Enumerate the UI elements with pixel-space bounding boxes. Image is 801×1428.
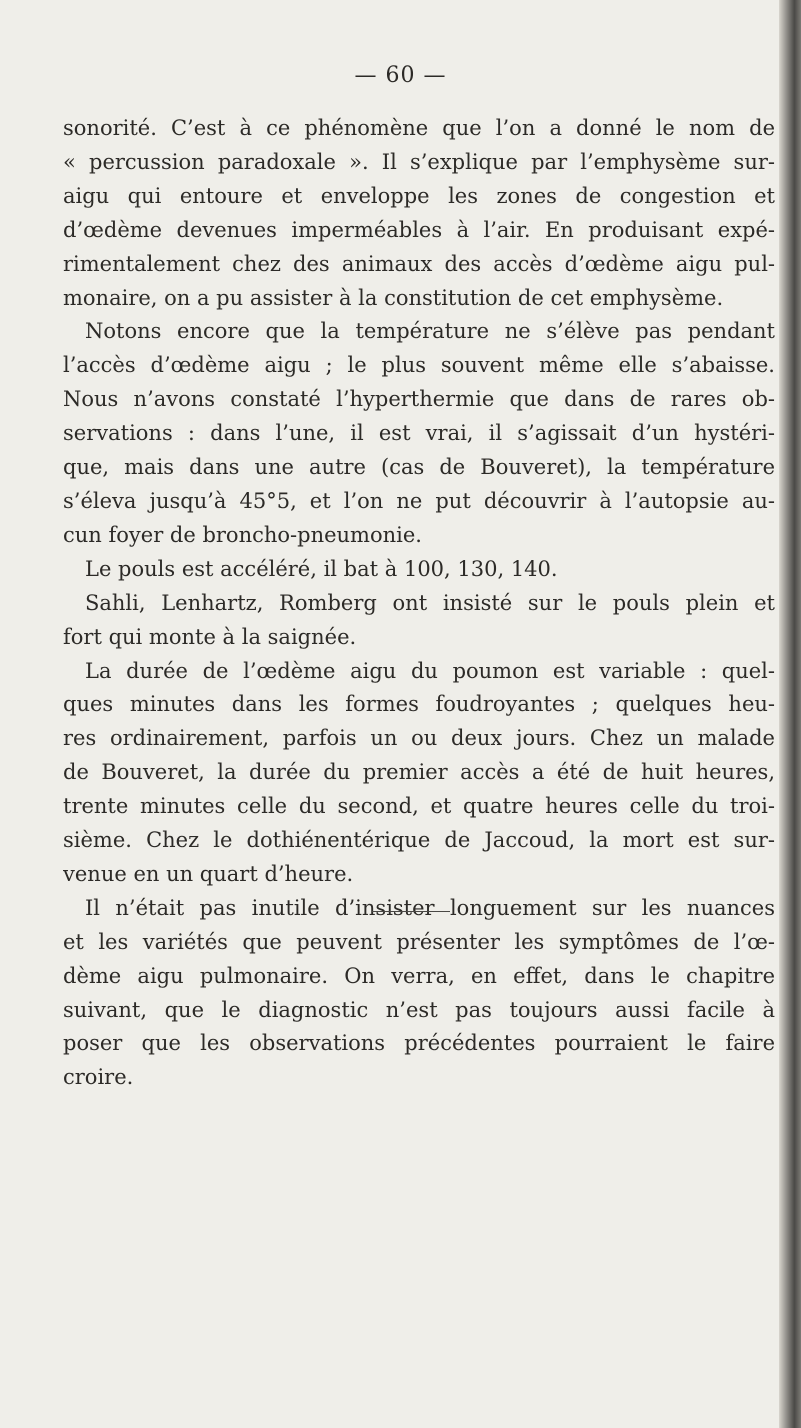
text-line-content: rimentalement chez des animaux des accès d’œdème aigu pul- [63, 251, 775, 276]
text-line-content: Le pouls est accéléré, il bat à 100, 130, 140. [85, 556, 558, 581]
text-line [63, 112, 775, 146]
text-line [63, 383, 775, 417]
text-line [63, 180, 775, 214]
text-line [63, 451, 775, 485]
text-line [63, 485, 775, 519]
text-line-content: et les variétés que peuvent présenter les symptômes de l’œ- [63, 929, 775, 954]
text-line [63, 1061, 775, 1095]
text-line [63, 892, 775, 926]
text-line-content: d’œdème devenues imperméables à l’air. En produisant expé- [63, 217, 775, 242]
text-line [63, 519, 775, 553]
text-line-content: que, mais dans une autre (cas de Bouveret), la température [63, 455, 775, 480]
page-body-text [63, 112, 775, 1095]
text-line [63, 417, 775, 451]
text-line-content: aigu qui entoure et enveloppe les zones de congestion et [63, 183, 775, 208]
text-line [63, 248, 775, 282]
text-line-content: trente minutes celle du second, et quatre heures celle du troi- [63, 794, 775, 819]
text-line-content: « percussion paradoxale ». Il s’explique par l’emphysème sur- [63, 149, 775, 174]
text-line-content: fort qui monte à la saignée. [63, 624, 357, 649]
text-line [63, 621, 775, 655]
text-line-content: Sahli, Lenhartz, Romberg ont insisté sur le pouls plein et [85, 590, 775, 615]
text-line-content: Il n’était pas inutile d’insister longuement sur les nuances [85, 895, 775, 920]
text-line [63, 146, 775, 180]
text-line [63, 926, 775, 960]
text-line [63, 824, 775, 858]
text-line [63, 315, 775, 349]
text-line [63, 553, 775, 587]
text-line-content: l’accès d’œdème aigu ; le plus souvent même elle s’abaisse. [63, 353, 775, 378]
text-line-content: ques minutes dans les formes foudroyantes ; quelques heu- [63, 692, 775, 717]
text-line [63, 282, 775, 316]
text-line [63, 994, 775, 1028]
text-line-content: Notons encore que la température ne s’élève pas pendant [85, 319, 775, 344]
text-line [63, 960, 775, 994]
text-line-content: sième. Chez le dothiénentérique de Jaccoud, la mort est sur- [63, 828, 775, 853]
text-line [63, 655, 775, 689]
end-of-section-rule [372, 911, 450, 912]
text-line-content: dème aigu pulmonaire. On verra, en effet, dans le chapitre [63, 963, 775, 988]
text-line-content: res ordinairement, parfois un ou deux jours. Chez un malade [63, 726, 775, 751]
page-binding-edge [779, 0, 801, 1428]
text-line-content: servations : dans l’une, il est vrai, il s’agissait d’un hystéri- [63, 421, 775, 446]
page-number: — 60 — [354, 63, 447, 88]
text-line [63, 858, 775, 892]
text-line [63, 722, 775, 756]
text-line-content: cun foyer de broncho-pneumonie. [63, 522, 422, 547]
text-line-content: de Bouveret, la durée du premier accès a été de huit heures, [63, 760, 775, 785]
text-line-content: poser que les observations précédentes pourraient le faire [63, 1031, 775, 1056]
text-line-content: Nous n’avons constaté l’hyperthermie que dans de rares ob- [63, 387, 775, 412]
text-line [63, 587, 775, 621]
text-line-content: sonorité. C’est à ce phénomène que l’on a donné le nom de [63, 116, 775, 140]
text-line-content: venue en un quart d’heure. [63, 861, 354, 886]
text-line [63, 1027, 775, 1061]
text-line [63, 790, 775, 824]
text-line-content: monaire, on a pu assister à la constitution de cet emphysème. [63, 285, 724, 310]
text-line [63, 349, 775, 383]
text-line [63, 756, 775, 790]
text-line [63, 214, 775, 248]
text-line-content: suivant, que le diagnostic n’est pas toujours aussi facile à [63, 997, 775, 1022]
text-line-content: s’éleva jusqu’à 45°5, et l’on ne put découvrir à l’autopsie au- [63, 488, 775, 513]
text-line-content: La durée de l’œdème aigu du poumon est variable : quel- [85, 658, 775, 683]
text-line-content: croire. [63, 1065, 134, 1090]
text-line [63, 688, 775, 722]
